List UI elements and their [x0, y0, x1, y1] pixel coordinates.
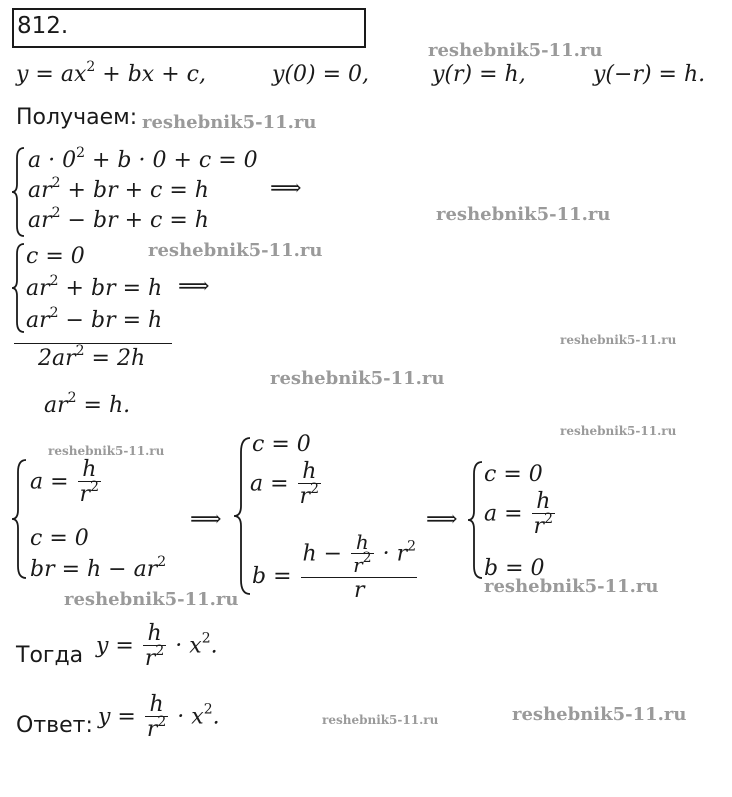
watermark: reshebnik5-11.ru — [64, 589, 239, 610]
system5-b: b = 0 — [484, 556, 545, 581]
answer-formula: y = $\frac{h}{r^2}$ · $x^2$. — [98, 692, 220, 743]
arrow-2: ⟹ — [178, 274, 210, 299]
watermark: reshebnik5-11.ru — [270, 368, 445, 389]
brace-system-4 — [232, 436, 252, 596]
given-condition-3: y(−r) = h. — [593, 62, 706, 87]
system4-a: a = $\frac{h}{r^2}$ — [250, 459, 319, 510]
watermark: reshebnik5-11.ru — [484, 576, 659, 597]
system2-eq1: c = 0 — [26, 244, 85, 269]
brace-system-1 — [10, 146, 26, 238]
watermark: reshebnik5-11.ru — [436, 204, 611, 225]
system5-a: a = $\frac{h}{r^2}$ — [484, 489, 553, 540]
watermark: reshebnik5-11.ru — [142, 112, 317, 133]
brace-system-5 — [466, 460, 484, 580]
arrow-4: ⟹ — [426, 507, 458, 532]
system4-c: c = 0 — [252, 432, 311, 457]
watermark: reshebnik5-11.ru — [322, 713, 439, 727]
watermark: reshebnik5-11.ru — [48, 444, 165, 458]
brace-system-2 — [10, 242, 26, 334]
arrow-1: ⟹ — [270, 176, 302, 201]
watermark: reshebnik5-11.ru — [560, 333, 677, 347]
watermark: reshebnik5-11.ru — [148, 240, 323, 261]
system3-a: a = $\frac{h}{r^2}$ — [30, 457, 99, 508]
fraction-h-over-r2-2: $\frac{h}{r^2}$ — [299, 459, 319, 510]
watermark: reshebnik5-11.ru — [428, 40, 603, 61]
system2-eq2: $ar^2$ + br = h — [26, 273, 163, 301]
label-get: Получаем: — [16, 105, 138, 130]
result: $ar^2 = h$. — [44, 390, 131, 418]
then-formula: y = $\frac{h}{r^2}$ · $x^2$. — [96, 621, 218, 672]
system1-eq3: $ar^2$ − br + c = h — [28, 205, 209, 233]
answer-label: Ответ: — [16, 713, 93, 738]
given-condition-2: y(r) = h, — [432, 62, 526, 87]
system1-eq2: $ar^2$ + br + c = h — [28, 175, 209, 203]
fraction-h-over-r2: $\frac{h}{r^2}$ — [79, 457, 99, 508]
system4-b: b = h − $\frac{h}{r^2}$ · $r^2$ r — [252, 530, 417, 603]
sum-result: $2ar^2 = 2h$ — [38, 343, 146, 371]
given-condition-1: y(0) = 0, — [272, 62, 370, 87]
system1-eq1: $a \cdot 0^2 + b \cdot 0 + c = 0$ — [28, 145, 258, 173]
fraction-final-1: $\frac{h}{r^2}$ — [144, 621, 165, 672]
system3-br: br = $h - ar^2$ — [30, 554, 167, 582]
fraction-b: h − $\frac{h}{r^2}$ · $r^2$ r — [302, 530, 417, 603]
then-label: Тогда — [16, 643, 84, 668]
watermark: reshebnik5-11.ru — [512, 704, 687, 725]
fraction-h-over-r2-3: $\frac{h}{r^2}$ — [533, 489, 553, 540]
system5-c: c = 0 — [484, 462, 543, 487]
fraction-final-2: $\frac{h}{r^2}$ — [146, 692, 167, 743]
brace-system-3 — [10, 458, 28, 580]
system2-eq3: $ar^2$ − br = h — [26, 305, 163, 333]
arrow-3: ⟹ — [190, 507, 222, 532]
watermark: reshebnik5-11.ru — [560, 424, 677, 438]
given-equation: $y = ax^2$ + bx + c, — [16, 59, 206, 87]
sum-line — [14, 343, 172, 344]
problem-number: 812. — [17, 13, 69, 39]
system3-c: c = 0 — [30, 526, 89, 551]
